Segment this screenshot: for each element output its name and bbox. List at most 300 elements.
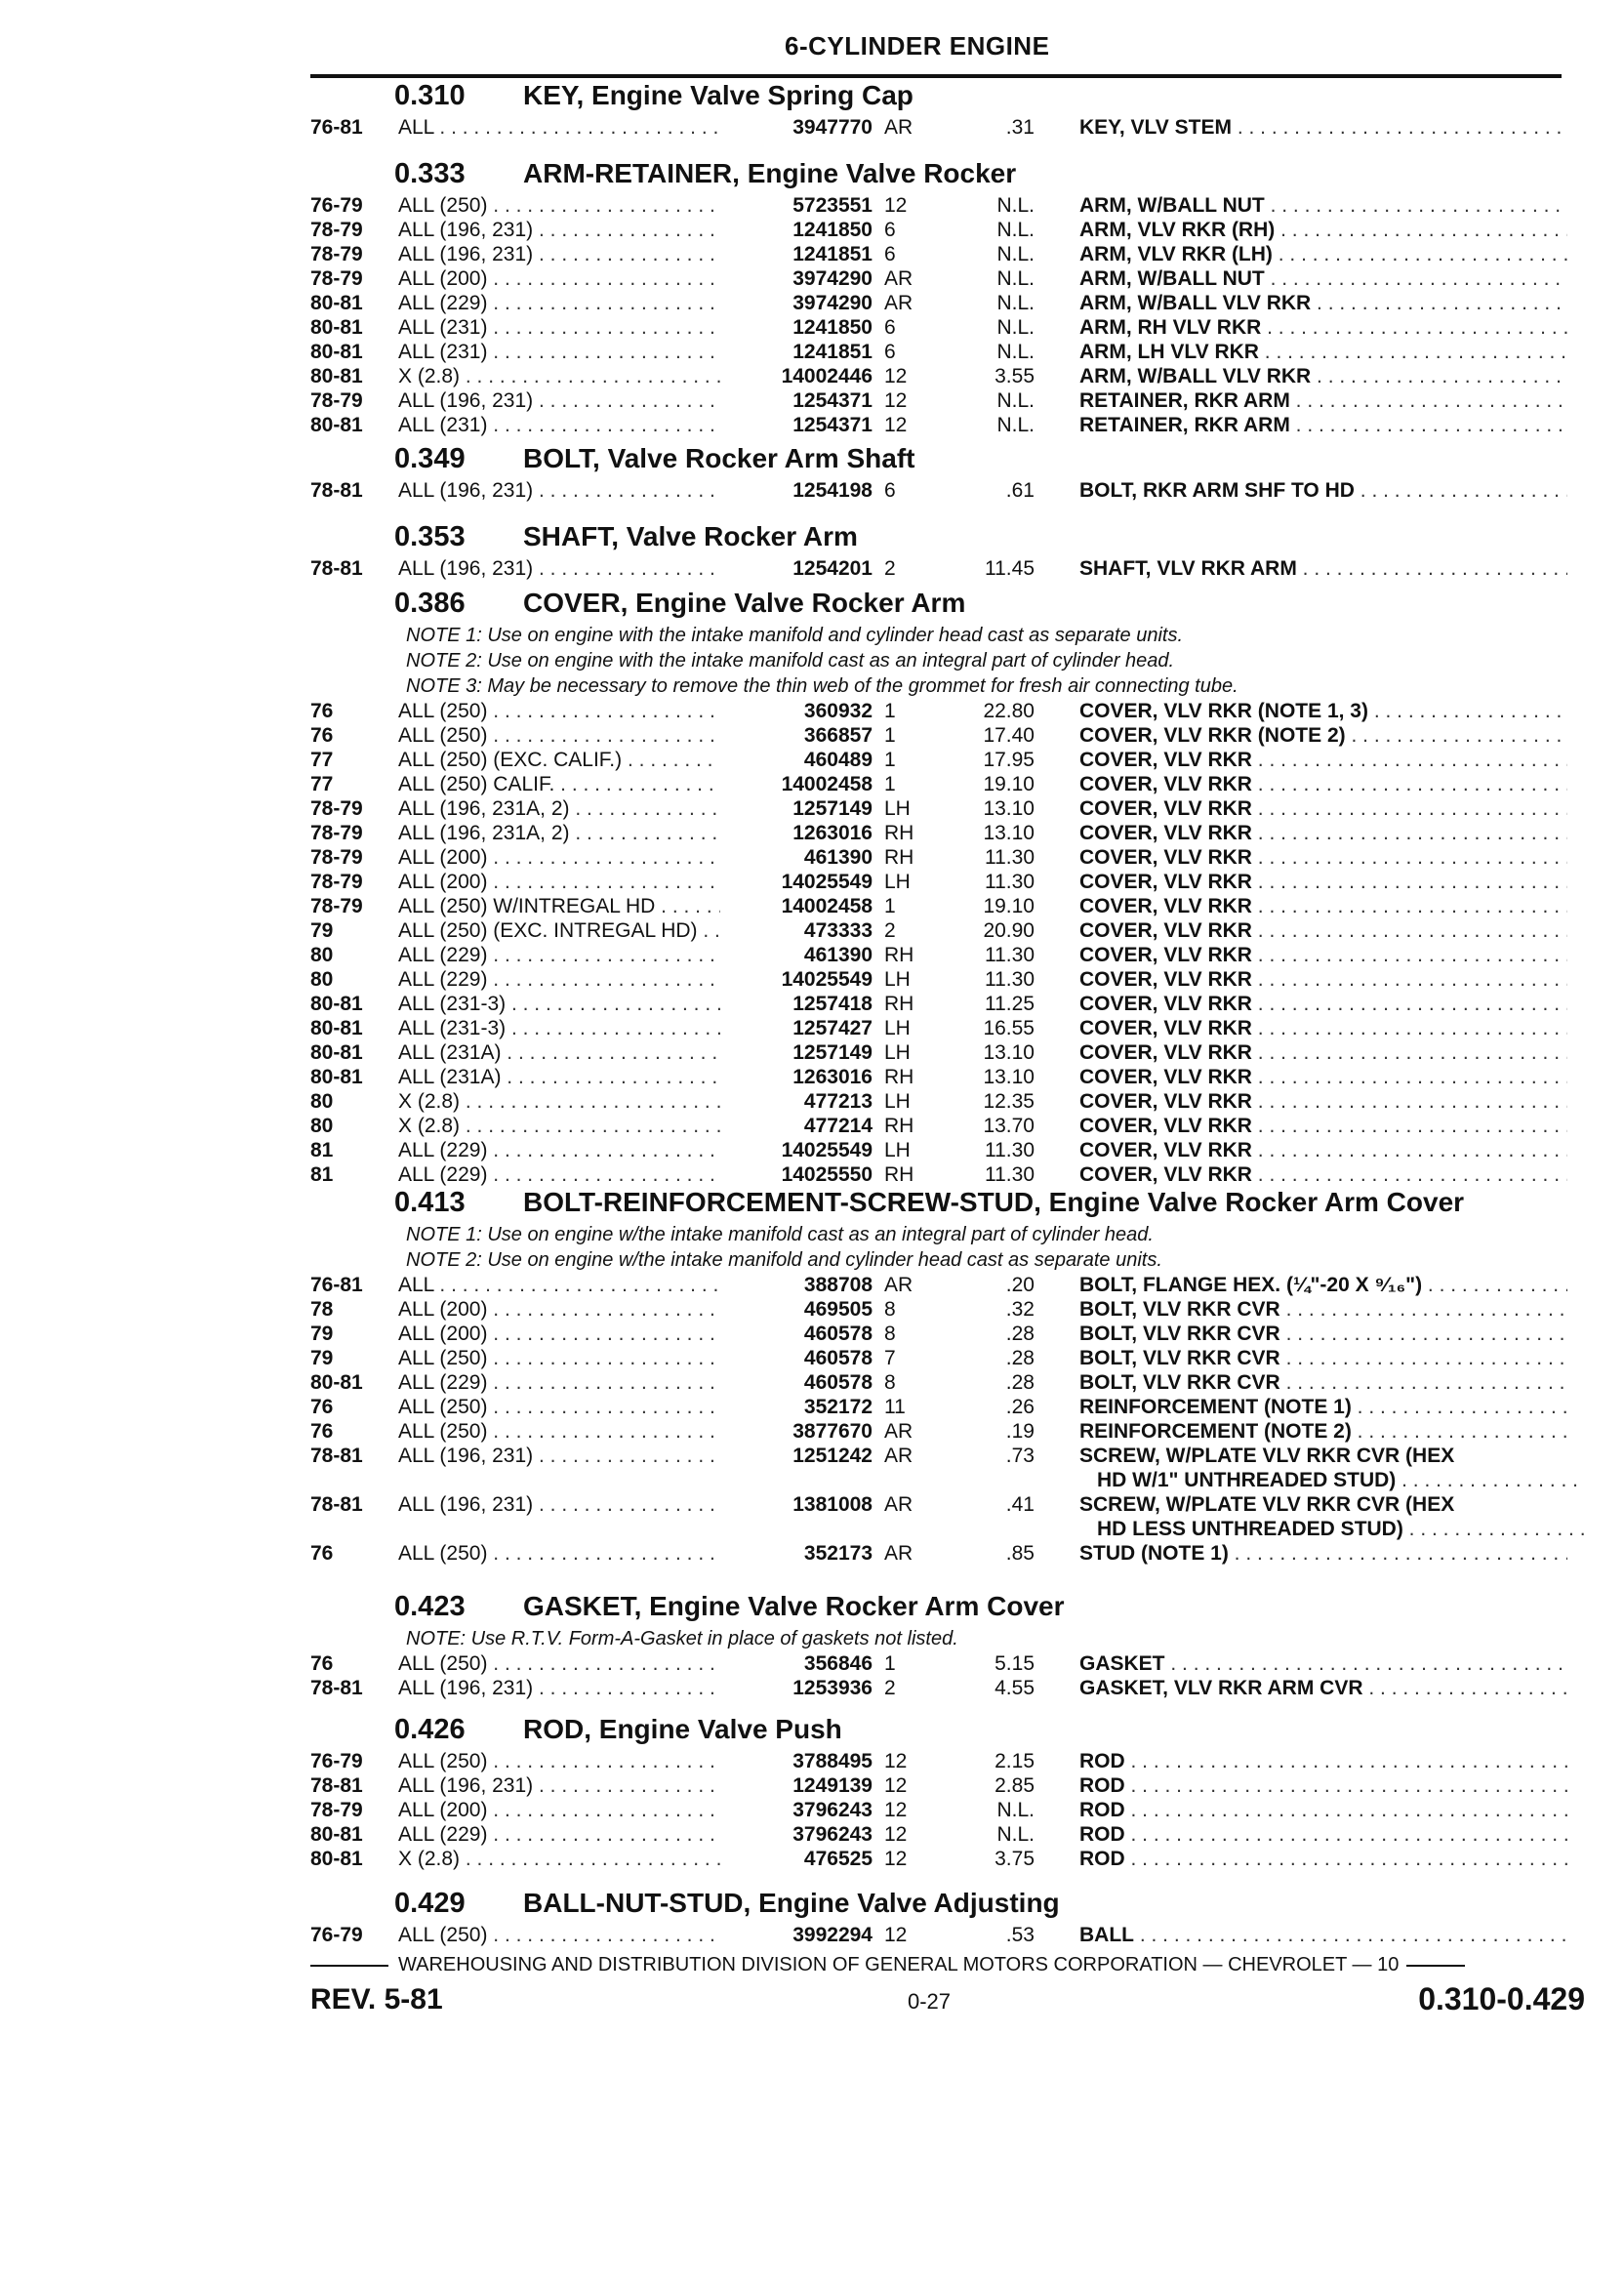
price: 5.15 [995,1652,1035,1675]
description: COVER, VLV RKR . . . [1079,1138,1567,1162]
parts-row [310,1040,1579,1065]
model-years: 79 [310,919,334,942]
quantity: 12 [884,1823,908,1846]
parts-row [310,918,1579,943]
parts-row [310,845,1579,870]
application: ALL (196, 231) . . . [398,478,730,503]
price: N.L. [996,194,1035,217]
quantity: 12 [884,1848,908,1870]
description: COVER, VLV RKR . . . [1079,1162,1567,1187]
price: 11.25 [985,993,1035,1015]
part-number: 1381008 [720,1492,873,1517]
model-years: 81 [310,1139,334,1161]
section-title [310,584,1579,623]
part-number: 356846 [720,1651,873,1676]
parts-row [310,1492,1579,1541]
model-years: 76 [310,724,334,747]
description: STUD (NOTE 1) . . . [1079,1541,1567,1566]
page-title: 6-CYLINDER ENGINE [785,31,1050,61]
price: 13.10 [983,797,1035,820]
description: ROD . . . [1079,1773,1567,1798]
price: 16.55 [983,1017,1035,1039]
description-continued: HD LESS UNTHREADED STUD) . . . [1079,1517,1585,1541]
description: COVER, VLV RKR . . . [1079,918,1567,943]
price: 12.35 [983,1090,1035,1113]
parts-row [310,992,1579,1016]
price: 11.45 [985,557,1035,580]
model-years: 78-79 [310,1799,363,1821]
application: ALL (250) (EXC. CALIF.) . . . [398,748,730,772]
parts-row [310,1749,1579,1773]
quantity: 6 [884,341,896,363]
price: 17.40 [983,724,1035,747]
application: X (2.8) . . . [398,1847,730,1871]
quantity: AR [884,267,914,290]
part-number: 1254371 [720,413,873,437]
quantity: 1 [884,724,896,747]
quantity: 12 [884,1924,908,1946]
price: N.L. [996,341,1035,363]
application: ALL (250) W/INTREGAL HD . . . [398,894,730,918]
section-number: 0.413 [394,1187,466,1218]
footer-rule-right [1406,1965,1465,1967]
application: ALL (250) . . . [398,1395,730,1419]
part-number: 460489 [720,748,873,772]
application: ALL (231) . . . [398,340,730,364]
part-number: 3974290 [720,266,873,291]
price: .85 [1005,1542,1035,1565]
quantity: AR [884,1274,914,1296]
part-number: 1249139 [720,1773,873,1798]
price: 11.30 [985,871,1035,893]
model-years: 76-79 [310,1750,363,1772]
application: ALL (231A) . . . [398,1065,730,1089]
model-years: 76-81 [310,1274,363,1296]
application: ALL (196, 231) . . . [398,1444,730,1468]
description: BOLT, VLV RKR CVR . . . [1079,1322,1567,1346]
footer-division: WAREHOUSING AND DISTRIBUTION DIVISION OF GENERAL MOTORS CORPORATION — CHEVROLET — 10 [398,1954,1400,1975]
quantity: LH [884,871,911,893]
model-years: 80-81 [310,365,363,387]
application: ALL (250) . . . [398,1419,730,1444]
price: .61 [1005,479,1035,502]
quantity: 12 [884,365,908,387]
quantity: RH [884,1163,914,1186]
parts-row [310,1273,1579,1297]
quantity: 12 [884,1750,908,1772]
description: COVER, VLV RKR . . . [1079,845,1567,870]
parts-row [310,478,1579,503]
application: ALL (231) . . . [398,413,730,437]
description: ARM, W/BALL NUT . . . [1079,193,1567,218]
price: 20.90 [983,919,1035,942]
parts-row [310,1138,1579,1162]
application: ALL (250) . . . [398,699,730,723]
model-years: 78-81 [310,1677,363,1699]
application: ALL (229) . . . [398,943,730,967]
parts-row [310,1541,1579,1566]
catalog-section [310,1183,1579,1566]
part-number: 477213 [720,1089,873,1114]
section-title [310,76,1579,115]
section-number: 0.386 [394,588,466,619]
price: 17.95 [983,749,1035,771]
quantity: 1 [884,1652,896,1675]
price: N.L. [996,414,1035,436]
description: COVER, VLV RKR . . . [1079,1089,1567,1114]
quantity: 7 [884,1347,896,1369]
description: BOLT, VLV RKR CVR . . . [1079,1346,1567,1370]
application: ALL (200) . . . [398,1322,730,1346]
application: ALL (250) . . . [398,1541,730,1566]
description: REINFORCEMENT (NOTE 1) . . . [1079,1395,1567,1419]
parts-row [310,1444,1579,1492]
parts-row [310,1322,1579,1346]
description: ARM, W/BALL VLV RKR . . . [1079,291,1567,315]
part-number: 1257149 [720,796,873,821]
model-years: 80-81 [310,1823,363,1846]
model-years: 78-79 [310,267,363,290]
description: ROD . . . [1079,1847,1567,1871]
price: .28 [1005,1347,1035,1369]
description: COVER, VLV RKR (NOTE 2) . . . [1079,723,1567,748]
application: ALL . . . [398,115,730,140]
model-years: 80-81 [310,1848,363,1870]
parts-row [310,388,1579,413]
section-name: BOLT, Valve Rocker Arm Shaft [523,443,915,473]
model-years: 78-81 [310,557,363,580]
part-number: 360932 [720,699,873,723]
section-note: NOTE 2: Use on engine w/the intake manifold and cylinder head cast as separate units. [406,1249,1162,1271]
application: ALL (229) . . . [398,1370,730,1395]
price: 11.30 [985,1139,1035,1161]
quantity: 8 [884,1298,896,1321]
parts-row [310,1114,1579,1138]
description: ARM, VLV RKR (LH) . . . [1079,242,1567,266]
part-number: 14002458 [720,894,873,918]
price: 4.55 [995,1677,1035,1699]
section-name: COVER, Engine Valve Rocker Arm [523,588,966,618]
model-years: 80 [310,944,334,966]
description: COVER, VLV RKR . . . [1079,992,1567,1016]
part-number: 1253936 [720,1676,873,1700]
price: 2.85 [995,1774,1035,1797]
model-years: 80-81 [310,414,363,436]
price: .31 [1005,116,1035,139]
application: X (2.8) . . . [398,364,730,388]
description: RETAINER, RKR ARM . . . [1079,413,1567,437]
part-number: 1254201 [720,556,873,581]
description: BOLT, FLANGE HEX. (¼"-20 X ⁹⁄₁₆") . . . [1079,1273,1567,1297]
parts-row [310,291,1579,315]
part-number: 469505 [720,1297,873,1322]
description: COVER, VLV RKR . . . [1079,1040,1567,1065]
price: .28 [1005,1371,1035,1394]
model-years: 81 [310,1163,334,1186]
application: ALL (229) . . . [398,1822,730,1847]
price: 22.80 [983,700,1035,722]
price: N.L. [996,1823,1035,1846]
parts-row [310,1822,1579,1847]
section-name: BALL-NUT-STUD, Engine Valve Adjusting [523,1888,1060,1918]
price: 13.70 [983,1115,1035,1137]
page-number: 0-27 [908,1989,952,2014]
section-number: 0.429 [394,1888,466,1919]
quantity: 12 [884,1799,908,1821]
parts-row [310,748,1579,772]
part-number: 477214 [720,1114,873,1138]
application: ALL (200) . . . [398,1798,730,1822]
part-number: 388708 [720,1273,873,1297]
price: .28 [1005,1323,1035,1345]
parts-row [310,699,1579,723]
application: ALL (196, 231) . . . [398,242,730,266]
model-years: 78-79 [310,389,363,412]
parts-row [310,821,1579,845]
model-years: 80 [310,1115,334,1137]
application: ALL (196, 231A, 2) . . . [398,821,730,845]
part-number: 1254198 [720,478,873,503]
model-years: 77 [310,749,334,771]
part-number: 473333 [720,918,873,943]
model-years: 78 [310,1298,334,1321]
description: COVER, VLV RKR . . . [1079,1016,1567,1040]
description: REINFORCEMENT (NOTE 2) . . . [1079,1419,1567,1444]
part-number: 460578 [720,1322,873,1346]
part-number: 3877670 [720,1419,873,1444]
model-years: 80-81 [310,316,363,339]
quantity: AR [884,1420,914,1443]
parts-row [310,772,1579,796]
application: ALL (196, 231A, 2) . . . [398,796,730,821]
part-number: 1257149 [720,1040,873,1065]
model-years: 76 [310,1420,334,1443]
model-years: 79 [310,1347,334,1369]
application: ALL (250) . . . [398,723,730,748]
part-number: 1241851 [720,242,873,266]
application: ALL (250) . . . [398,1923,730,1947]
part-number: 14025550 [720,1162,873,1187]
parts-row [310,967,1579,992]
catalog-section [310,76,1579,140]
description: BOLT, VLV RKR CVR . . . [1079,1370,1567,1395]
description: RETAINER, RKR ARM . . . [1079,388,1567,413]
model-years: 80-81 [310,993,363,1015]
price: 19.10 [983,773,1035,795]
section-note: NOTE 1: Use on engine with the intake manifold and cylinder head cast as separate units. [406,625,1184,646]
quantity: AR [884,116,914,139]
quantity: LH [884,1041,911,1064]
model-years: 80-81 [310,1371,363,1394]
price: 11.30 [985,968,1035,991]
price: .32 [1005,1298,1035,1321]
model-years: 76 [310,700,334,722]
quantity: RH [884,944,914,966]
parts-row [310,556,1579,581]
part-number: 1254371 [720,388,873,413]
catalog-section [310,1710,1579,1871]
footer-division-line [310,1954,1585,1976]
quantity: 1 [884,749,896,771]
revision-label: REV. 5-81 [310,1983,443,2015]
price: 11.30 [985,1163,1035,1186]
section-title [310,1587,1579,1626]
footer-rule-left [310,1965,388,1967]
model-years: 78-81 [310,1445,363,1467]
page-header [310,27,1562,80]
description: ROD . . . [1079,1749,1567,1773]
price: N.L. [996,316,1035,339]
section-note: NOTE 3: May be necessary to remove the thin web of the grommet for fresh air connecting tube. [406,675,1238,697]
application: ALL (231A) . . . [398,1040,730,1065]
price: .19 [1005,1420,1035,1443]
part-number: 1257418 [720,992,873,1016]
parts-row [310,1798,1579,1822]
section-name: BOLT-REINFORCEMENT-SCREW-STUD, Engine Valve Rocker Arm Cover [523,1187,1465,1217]
application: ALL (250) . . . [398,193,730,218]
application: ALL (229) . . . [398,291,730,315]
parts-row [310,1395,1579,1419]
model-years: 76 [310,1396,334,1418]
quantity: 6 [884,219,896,241]
application: ALL (250) CALIF. . . . [398,772,730,796]
parts-row [310,315,1579,340]
price: 11.30 [985,944,1035,966]
price: 2.15 [995,1750,1035,1772]
application: ALL (200) . . . [398,845,730,870]
description: BALL . . . [1079,1923,1567,1947]
part-number: 3974290 [720,291,873,315]
model-years: 78-81 [310,479,363,502]
parts-row [310,340,1579,364]
model-years: 80-81 [310,341,363,363]
application: ALL (200) . . . [398,1297,730,1322]
part-number: 1257427 [720,1016,873,1040]
model-years: 76 [310,1542,334,1565]
description: ARM, LH VLV RKR . . . [1079,340,1567,364]
parts-row [310,115,1579,140]
part-number: 1241851 [720,340,873,364]
application: ALL (229) . . . [398,1162,730,1187]
quantity: 12 [884,414,908,436]
application: ALL (196, 231) . . . [398,1492,730,1517]
quantity: LH [884,797,911,820]
parts-row [310,266,1579,291]
parts-row [310,218,1579,242]
description: ARM, VLV RKR (RH) . . . [1079,218,1567,242]
parts-row [310,894,1579,918]
application: ALL (231) . . . [398,315,730,340]
application: ALL (250) (EXC. INTREGAL HD) . . . [398,918,730,943]
application: ALL (196, 231) . . . [398,1676,730,1700]
quantity: RH [884,1066,914,1088]
application: ALL . . . [398,1273,730,1297]
application: ALL (196, 231) . . . [398,1773,730,1798]
description: BOLT, VLV RKR CVR . . . [1079,1297,1567,1322]
model-years: 78-79 [310,871,363,893]
section-number: 0.349 [394,443,466,474]
model-years: 80-81 [310,1017,363,1039]
section-name: SHAFT, Valve Rocker Arm [523,521,858,551]
description: COVER, VLV RKR . . . [1079,894,1567,918]
quantity: 6 [884,479,896,502]
part-number: 1263016 [720,1065,873,1089]
description: COVER, VLV RKR (NOTE 1, 3) . . . [1079,699,1567,723]
price: 3.55 [995,365,1035,387]
description: COVER, VLV RKR . . . [1079,796,1567,821]
application: ALL (250) . . . [398,1651,730,1676]
section-number: 0.353 [394,521,466,552]
parts-row [310,1923,1579,1947]
part-number: 1251242 [720,1444,873,1468]
quantity: AR [884,292,914,314]
application: X (2.8) . . . [398,1114,730,1138]
parts-row [310,1651,1579,1676]
quantity: AR [884,1493,914,1516]
model-years: 78-81 [310,1774,363,1797]
quantity: 6 [884,243,896,265]
parts-row [310,1419,1579,1444]
section-name: ARM-RETAINER, Engine Valve Rocker [523,158,1017,188]
catalog-section [310,584,1579,1187]
model-years: 77 [310,773,334,795]
description: COVER, VLV RKR . . . [1079,943,1567,967]
price: 13.10 [983,822,1035,844]
price: 13.10 [983,1066,1035,1088]
model-years: 80-81 [310,1066,363,1088]
quantity: AR [884,1542,914,1565]
description: COVER, VLV RKR . . . [1079,967,1567,992]
part-number: 352173 [720,1541,873,1566]
model-years: 78-79 [310,219,363,241]
parts-row [310,723,1579,748]
part-number: 14025549 [720,967,873,992]
section-range: 0.310-0.429 [1418,1981,1585,2016]
part-number: 5723551 [720,193,873,218]
section-note: NOTE 2: Use on engine with the intake manifold cast as an integral part of cylinder head. [406,650,1175,672]
quantity: LH [884,1090,911,1113]
catalog-section [310,154,1579,437]
description-continued: HD W/1" UNTHREADED STUD) . . . [1079,1468,1585,1492]
parts-row [310,1773,1579,1798]
price: N.L. [996,267,1035,290]
quantity: 12 [884,389,908,412]
part-number: 3947770 [720,115,873,140]
model-years: 76-79 [310,194,363,217]
part-number: 14025549 [720,870,873,894]
parts-row [310,193,1579,218]
section-name: ROD, Engine Valve Push [523,1714,842,1744]
model-years: 80 [310,968,334,991]
model-years: 76 [310,1652,334,1675]
part-number: 352172 [720,1395,873,1419]
model-years: 78-79 [310,243,363,265]
quantity: AR [884,1445,914,1467]
model-years: 78-79 [310,895,363,917]
parts-row [310,413,1579,437]
parts-row [310,1089,1579,1114]
quantity: RH [884,846,914,869]
price: 13.10 [983,1041,1035,1064]
model-years: 76-81 [310,116,363,139]
catalog-section [310,1884,1579,1947]
model-years: 80-81 [310,292,363,314]
application: ALL (196, 231) . . . [398,388,730,413]
quantity: LH [884,968,911,991]
quantity: 11 [884,1396,906,1418]
price: N.L. [996,1799,1035,1821]
description: ROD . . . [1079,1798,1567,1822]
